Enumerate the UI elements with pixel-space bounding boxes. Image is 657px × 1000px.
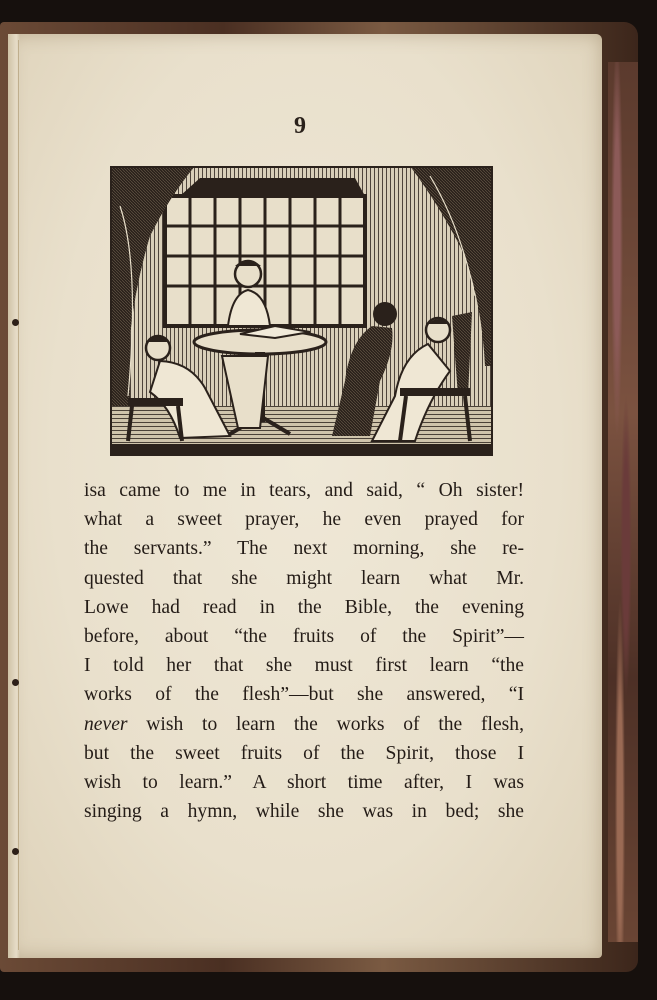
- text-line: what a sweet prayer, he even prayed for: [84, 509, 524, 531]
- italic-word: never: [84, 713, 128, 735]
- body-text: [84, 476, 524, 826]
- text-line: singing a hymn, while she was in bed; she: [84, 801, 524, 823]
- page-number: 9: [294, 113, 306, 139]
- text-line: the servants.” The next morning, she re-: [84, 538, 524, 560]
- binding-stitch-icon: [12, 319, 19, 326]
- text-line: I told her that she must first learn “the: [84, 655, 524, 677]
- text-line: but the sweet fruits of the Spirit, those I: [84, 742, 524, 764]
- woodcut-engraving-icon: [110, 166, 493, 456]
- text-line: isa came to me in tears, and said, “ Oh sister!: [84, 480, 524, 501]
- text-line: before, about “the fruits of the Spirit”—: [84, 625, 524, 647]
- text-line: Lowe had read in the Bible, the evening: [84, 596, 524, 618]
- text-line: wish to learn.” A short time after, I was: [84, 771, 524, 793]
- text-line: quested that she might learn what Mr.: [84, 567, 524, 589]
- binding-stitch-icon: [12, 848, 19, 855]
- gutter-crease: [18, 40, 19, 950]
- text-line: never wish to learn the works of the flesh,: [84, 713, 524, 735]
- marbled-cover-edge: [608, 62, 638, 942]
- text-line: works of the flesh”—but she answered, “I: [84, 684, 524, 706]
- binding-stitch-icon: [12, 679, 19, 686]
